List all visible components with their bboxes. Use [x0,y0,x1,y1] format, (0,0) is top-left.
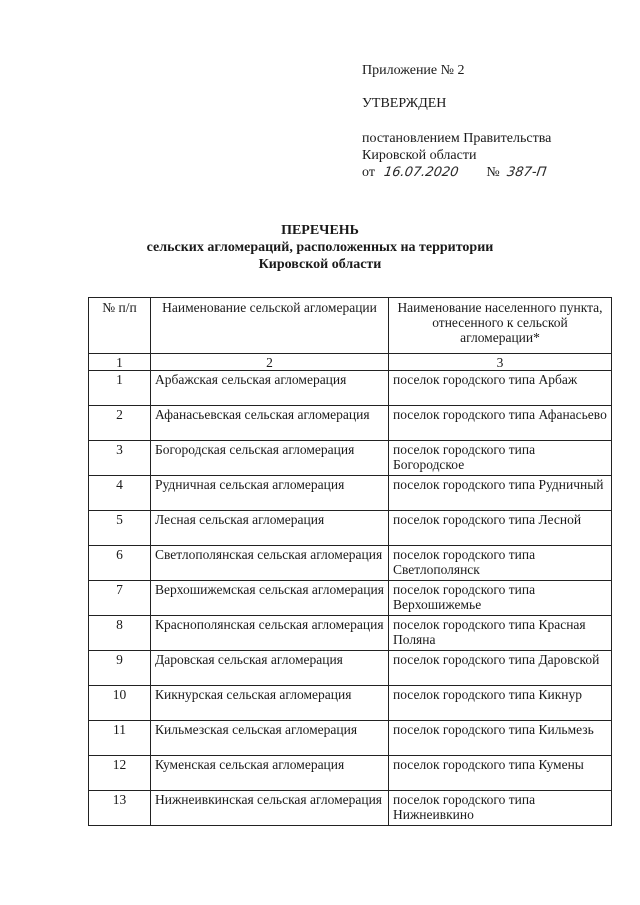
handwritten-number: 387-П [506,165,548,180]
date-number-line [362,164,622,181]
agglomeration-name: Даровская сельская агломерация [151,651,389,686]
settlement-name: поселок городского типа Кумены [389,756,612,791]
settlement-name: поселок городского типа Красная Поляна [389,616,612,651]
column-number: 3 [389,354,612,371]
settlement-name: поселок городского типа Даровской [389,651,612,686]
table-row [89,476,612,511]
title-line-3: Кировской области [258,257,382,272]
agglomerations-table [88,297,612,826]
agglomeration-name: Кикнурская сельская агломерация [151,686,389,721]
table-row [89,791,612,826]
title-line-2: сельских агломераций, расположенных на территории [146,240,494,255]
settlement-name: поселок городского типа Верхошижемье [389,581,612,616]
row-number: 2 [89,406,151,441]
table-row [89,371,612,406]
header-settlement: Наименование населенного пункта, отнесенного к сельской агломерации* [389,298,612,354]
row-number: 8 [89,616,151,651]
table-row [89,546,612,581]
table-row [89,721,612,756]
row-number: 3 [89,441,151,476]
table-body [89,371,612,826]
agglomeration-name: Краснополянская сельская агломерация [151,616,389,651]
table-row [89,406,612,441]
agglomeration-name: Арбажская сельская агломерация [151,371,389,406]
table-row [89,686,612,721]
header-number: № п/п [89,298,151,354]
table-row [89,756,612,791]
table-row [89,441,612,476]
settlement-name: поселок городского типа Лесной [389,511,612,546]
settlement-name: поселок городского типа Богородское [389,441,612,476]
row-number: 12 [89,756,151,791]
row-number: 5 [89,511,151,546]
column-number: 1 [89,354,151,371]
agglomeration-name: Афанасьевская сельская агломерация [151,406,389,441]
number-label: № [486,165,500,180]
agglomeration-name: Светлополянская сельская агломерация [151,546,389,581]
resolution-line-2: Кировской области [362,148,477,163]
settlement-name: поселок городского типа Кильмезь [389,721,612,756]
appendix-label: Приложение № 2 [362,63,465,78]
table-row [89,616,612,651]
agglomeration-name: Лесная сельская агломерация [151,511,389,546]
agglomeration-name: Верхошижемская сельская агломерация [151,581,389,616]
settlement-name: поселок городского типа Кикнур [389,686,612,721]
handwritten-date: 16.07.2020 [383,165,460,180]
date-prefix: от [362,165,375,180]
resolution-line-1: постановлением Правительства [362,131,552,146]
row-number: 1 [89,371,151,406]
title-line-1: ПЕРЕЧЕНЬ [281,223,359,238]
table-row [89,581,612,616]
table-header-row [89,298,612,354]
document-title [100,222,540,273]
approval-block [362,62,622,181]
row-number: 10 [89,686,151,721]
approved-label: УТВЕРЖДЕН [362,96,447,111]
settlement-name: поселок городского типа Нижнеивкино [389,791,612,826]
row-number: 7 [89,581,151,616]
row-number: 9 [89,651,151,686]
settlement-name: поселок городского типа Светлополянск [389,546,612,581]
agglomeration-name: Кильмезская сельская агломерация [151,721,389,756]
row-number: 6 [89,546,151,581]
row-number: 11 [89,721,151,756]
agglomeration-name: Нижнеивкинская сельская агломерация [151,791,389,826]
agglomeration-name: Куменская сельская агломерация [151,756,389,791]
row-number: 13 [89,791,151,826]
column-number: 2 [151,354,389,371]
table-row [89,651,612,686]
agglomeration-name: Богородская сельская агломерация [151,441,389,476]
settlement-name: поселок городского типа Арбаж [389,371,612,406]
settlement-name: поселок городского типа Афанасьево [389,406,612,441]
row-number: 4 [89,476,151,511]
table-row [89,511,612,546]
header-agglomeration: Наименование сельской агломерации [151,298,389,354]
column-numbers-row [89,354,612,371]
agglomeration-name: Рудничная сельская агломерация [151,476,389,511]
settlement-name: поселок городского типа Рудничный [389,476,612,511]
